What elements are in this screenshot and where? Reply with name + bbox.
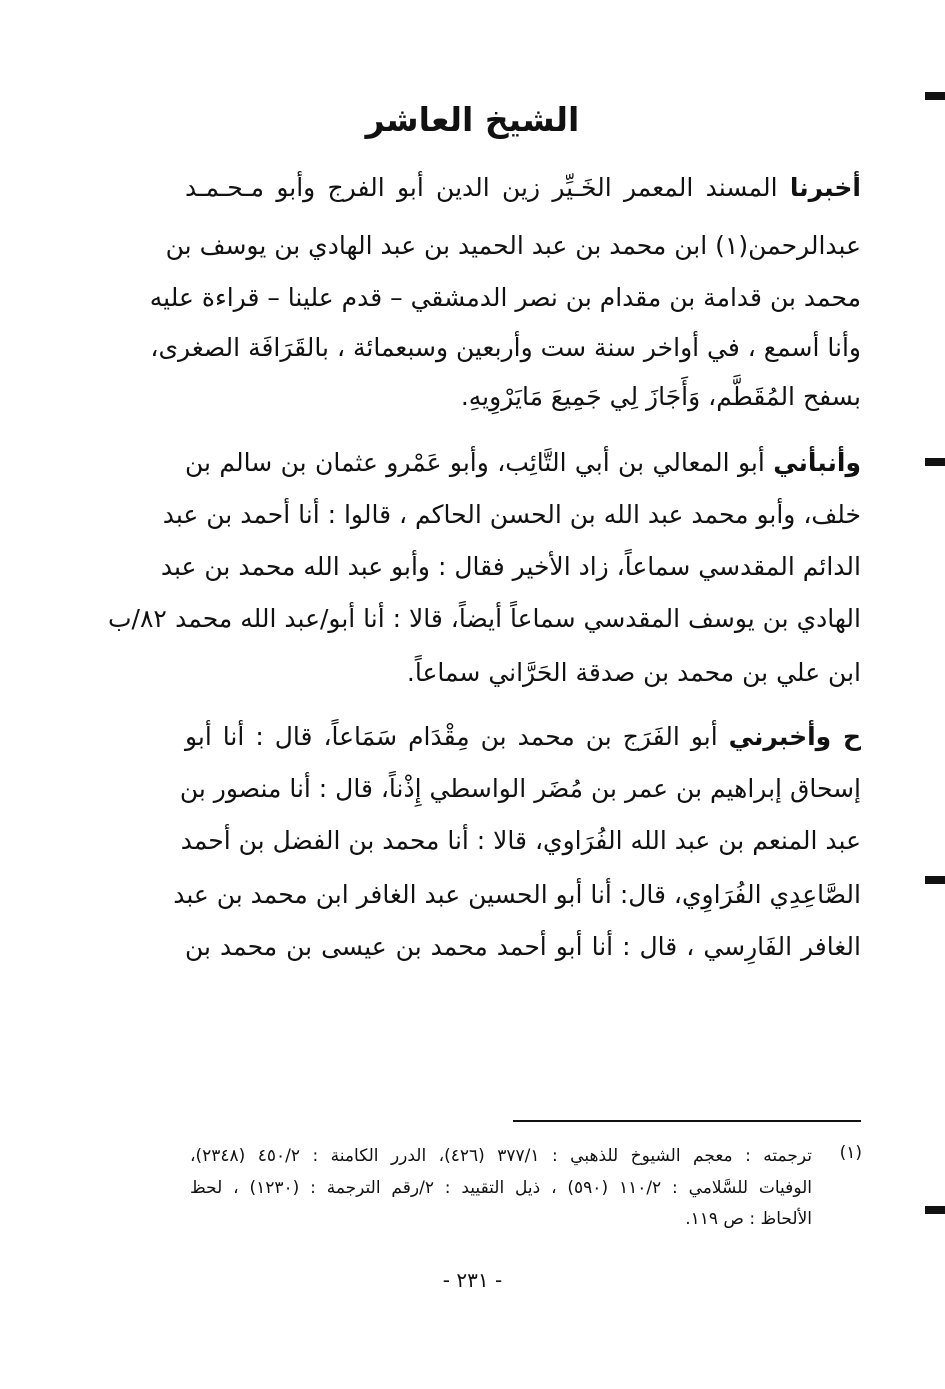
text-line: بسفح المُقَطَّم، وَأَجَازَ لِي جَمِيعَ مَايَرْوِيهِ. xyxy=(460,382,861,411)
text-line: عبدالرحمن(١) ابن محمد بن عبد الحميد بن عبد الهادي بن يوسف بن xyxy=(165,231,861,260)
paragraph-lead: ح وأخبرني xyxy=(728,722,861,751)
text-line: الهادي بن يوسف المقدسي سماعاً أيضاً، قالا : أنا أبو/عبد الله محمد xyxy=(175,604,861,633)
text-line: الغافر الفَارِسي ، قال : أنا أبو أحمد محمد بن عيسى بن محمد بن xyxy=(185,932,861,961)
footnote-line: ترجمته : معجم الشيوخ للذهبي : ٣٧٧/١ (٤٢٦)، الدرر الكامنة : ٤٥٠/٢ (٢٣٤٨)، xyxy=(190,1146,812,1166)
folio-margin-note: ٨٢/ب xyxy=(108,604,167,633)
text-line xyxy=(185,446,861,480)
paragraph-lead: أخبرنا xyxy=(789,173,861,202)
footnote-rule xyxy=(513,1120,861,1122)
text-line: ابن علي بن محمد بن صدقة الحَرَّاني سماعاً. xyxy=(406,658,861,687)
text-line xyxy=(185,720,861,754)
footnote-number: (١) xyxy=(839,1143,862,1163)
footnote-line: الألحاظ : ص ١١٩. xyxy=(685,1209,812,1229)
text-line: خلف، وأبو محمد عبد الله بن الحسن الحاكم ، قالوا : أنا أحمد بن عبد xyxy=(162,500,861,529)
text-line: الصَّاعِدِي الفُرَاوِي، قال: أنا أبو الحسين عبد الغافر ابن محمد بن عبد xyxy=(173,880,861,909)
scan-edge-mark xyxy=(925,1206,945,1214)
paragraph-lead: وأنبأني xyxy=(773,448,861,477)
text-line: عبد المنعم بن عبد الله الفُرَاوي، قالا : أنا محمد بن الفضل بن أحمد xyxy=(180,826,861,855)
scan-edge-mark xyxy=(925,458,945,466)
line-text: أبو الفَرَج بن محمد بن مِقْدَام سَمَاعاً، قال : أنا أبو xyxy=(185,722,718,751)
line-text: أبو المعالي بن أبي التَّائِب، وأبو عَمْرو عثمان بن سالم بن xyxy=(185,448,765,477)
footnote-line: الوفيات للسَّلامي : ١١٠/٢ (٥٩٠) ، ذيل التقييد : ٢/رقم الترجمة : (١٢٣٠) ، لحظ xyxy=(190,1178,812,1198)
text-line: محمد بن قدامة بن مقدام بن نصر الدمشقي – قدم علينا – قراءة عليه xyxy=(149,283,861,312)
page-title: الشيخ العاشر xyxy=(365,100,580,139)
page-number: - ٢٣١ - xyxy=(442,1268,503,1292)
text-line: الدائم المقدسي سماعاً، زاد الأخير فقال : وأبو عبد الله محمد بن عبد xyxy=(160,552,861,581)
scan-edge-mark xyxy=(925,92,945,100)
scan-edge-mark xyxy=(925,876,945,884)
text-line xyxy=(185,171,861,205)
text-line: وأنا أسمع ، في أواخر سنة ست وأربعين وسبعمائة ، بالقَرَافَة الصغرى، xyxy=(150,333,861,362)
text-line: إسحاق إبراهيم بن عمر بن مُضَر الواسطي إِذْناً، قال : أنا منصور بن xyxy=(179,774,861,803)
line-text: المسند المعمر الخَـيِّر زين الدين أبو الفرج وأبو مـحـمـد xyxy=(185,173,778,202)
